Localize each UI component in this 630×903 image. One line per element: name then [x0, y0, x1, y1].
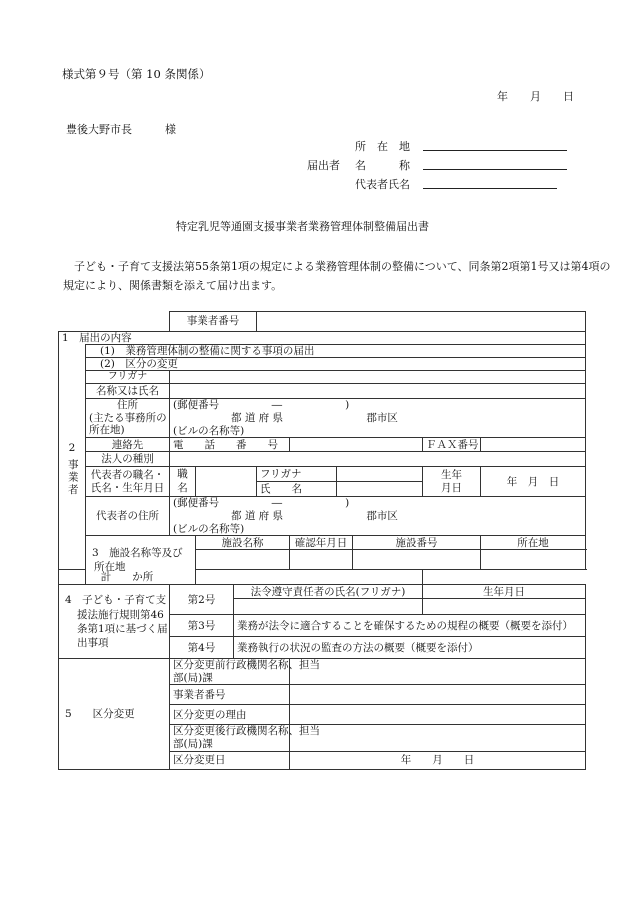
option-1-2[interactable]: (2) 区分の変更	[86, 358, 586, 371]
address-label-1: 住所	[117, 399, 138, 412]
rep-furigana-label: フリガナ	[257, 467, 337, 482]
section-4-label-4: 出事項	[77, 636, 109, 649]
facility-name-header: 施設名称	[196, 536, 290, 550]
after-agency-field[interactable]	[290, 725, 586, 751]
contact-label: 連絡先	[86, 438, 170, 452]
address-label-3: 所在地)	[89, 424, 125, 437]
before-agency-field[interactable]	[290, 659, 586, 685]
addressee: 豊後大野市長 様	[66, 123, 176, 136]
birth-label-1: 生年	[441, 469, 463, 482]
location-header: 所在地	[481, 536, 586, 550]
section-3-label-1: 3 施設名称等及び	[92, 547, 183, 560]
rep-label-2: 氏名・生年月日	[90, 481, 165, 494]
job-title-label	[170, 467, 196, 497]
section-4-label-2: 援法施行規則第46	[77, 608, 164, 621]
facility-total: 計 か所	[59, 570, 196, 585]
change-date-label: 区分変更日	[170, 751, 290, 769]
address-label-2: (主たる事務所の	[89, 411, 167, 424]
mei-char: 名	[177, 481, 188, 494]
furigana-label: フリガナ	[86, 371, 170, 384]
document-title: 特定乳児等通園支援事業者業務管理体制整備届出書	[176, 220, 429, 233]
birth-label-2: 月日	[441, 481, 463, 494]
birth-label-cell	[423, 467, 481, 497]
business-number-2-field[interactable]	[290, 685, 586, 705]
rep-name-label: 氏 名	[257, 482, 337, 497]
facility-name-field[interactable]	[196, 550, 290, 570]
representative-line[interactable]	[423, 188, 557, 189]
change-reason-label: 区分変更の理由	[170, 705, 290, 725]
furigana-field[interactable]	[170, 371, 586, 384]
before-agency-label	[170, 659, 320, 685]
section-3-label-2: 所在地	[94, 561, 126, 574]
corporation-type-field[interactable]	[170, 452, 586, 467]
section-4-label-1: 4 子ども・子育て支	[65, 594, 167, 607]
phone-label: 電 話 番 号	[170, 438, 290, 452]
job-title-field[interactable]	[196, 467, 257, 497]
representative-label: 代表者氏名	[355, 178, 410, 191]
rep-prefecture-field[interactable]	[170, 510, 586, 523]
representative-info-label	[86, 467, 170, 497]
before-agency-label-2: 部(局)課	[173, 671, 213, 684]
rep-name-field[interactable]	[337, 482, 423, 497]
applicant-address-label: 所 在 地	[355, 140, 410, 153]
after-agency-label	[170, 725, 320, 751]
fax-field[interactable]	[481, 438, 586, 452]
item-4-label: 第4号	[170, 637, 234, 659]
rep-postal-field[interactable]: (郵便番号 ― )	[170, 497, 586, 510]
applicant-label: 届出者	[307, 159, 340, 172]
section-4-label-3: 条第1項に基づく届	[77, 622, 168, 635]
fax-label: ＦＡＸ番号	[423, 438, 481, 452]
prefecture-label: 都 道 府 県	[231, 412, 284, 425]
section-2-cell	[59, 371, 86, 570]
after-agency-label-1: 区分変更後行政機関名称、担当	[173, 725, 320, 738]
postal-code-field[interactable]: (郵便番号 ― )	[170, 399, 586, 412]
facility-number-field[interactable]	[353, 550, 481, 570]
applicant-name-line[interactable]	[423, 169, 567, 170]
form-number: 様式第９号（第 10 条関係）	[62, 67, 211, 81]
item-4-audit[interactable]: 業務執行の状況の監査の方法の概要（概要を添付）	[234, 637, 586, 659]
rep-city-label: 郡市区	[366, 510, 398, 523]
before-agency-label-1: 区分変更前行政機関名称、担当	[173, 659, 320, 672]
corporation-type-label: 法人の種別	[86, 452, 170, 467]
rep-prefecture-label: 都 道 府 県	[231, 510, 284, 523]
section-5-label: 5 区分変更	[59, 659, 170, 769]
change-reason-field[interactable]	[290, 705, 586, 725]
item-3-rules[interactable]: 業務が法令に適合することを確保するための規程の概要（概要を添付）	[234, 615, 586, 637]
location-field[interactable]	[481, 550, 586, 570]
body-line-1: 子ども・子育て支援法第55条第1項の規定による業務管理体制の整備について、同条第2項第1号又は第4項の	[74, 260, 611, 273]
rep-label-1: 代表者の職名・	[90, 469, 165, 482]
option-1-1[interactable]: (1) 業務管理体制の整備に関する事項の届出	[86, 345, 586, 358]
applicant-name-label: 名 称	[355, 159, 410, 172]
business-number-label: 事業者番号	[170, 312, 257, 332]
compliance-officer-field[interactable]	[234, 599, 423, 615]
business-number-field[interactable]	[257, 312, 586, 332]
city-label: 郡市区	[366, 412, 398, 425]
rep-building-field[interactable]: (ビルの名称等)	[170, 523, 586, 536]
section-2-label: 事業者	[66, 458, 79, 497]
rep-birthdate-field[interactable]: 年 月 日	[481, 467, 586, 497]
change-date-field[interactable]: 年 月 日	[290, 751, 586, 769]
birthdate-header: 生年月日	[423, 585, 586, 599]
facility-number-header: 施設番号	[353, 536, 481, 550]
approval-date-field[interactable]	[290, 550, 353, 570]
applicant-address-line[interactable]	[423, 150, 567, 151]
shoku-char: 職	[177, 468, 188, 481]
phone-field[interactable]	[290, 438, 423, 452]
address-label-cell	[86, 399, 170, 438]
item-3-label: 第3号	[170, 615, 234, 637]
name-field[interactable]	[170, 384, 586, 399]
approval-date-header: 確認年月日	[290, 536, 353, 550]
body-line-2: 規定により、関係書類を添えて届け出ます。	[63, 279, 283, 292]
section-4-label	[59, 585, 170, 659]
notification-form-table	[58, 311, 586, 770]
rep-furigana-field[interactable]	[337, 467, 423, 482]
prefecture-field[interactable]	[170, 412, 586, 425]
name-label: 名称又は氏名	[86, 384, 170, 399]
after-agency-label-2: 部(局)課	[173, 737, 213, 750]
section-2-number: 2	[68, 442, 76, 455]
business-number-2-label: 事業者番号	[170, 685, 290, 705]
item-2-label: 第2号	[170, 585, 234, 615]
section-1-header: 1 届出の内容	[59, 332, 586, 345]
facility-total-blank	[196, 570, 423, 585]
submission-date: 年 月 日	[497, 90, 574, 103]
rep-address-label: 代表者の住所	[86, 497, 170, 536]
building-field[interactable]: (ビルの名称等)	[170, 425, 586, 438]
officer-birthdate-field[interactable]	[423, 599, 586, 615]
compliance-officer-header: 法令遵守責任者の氏名(フリガナ)	[234, 585, 423, 599]
